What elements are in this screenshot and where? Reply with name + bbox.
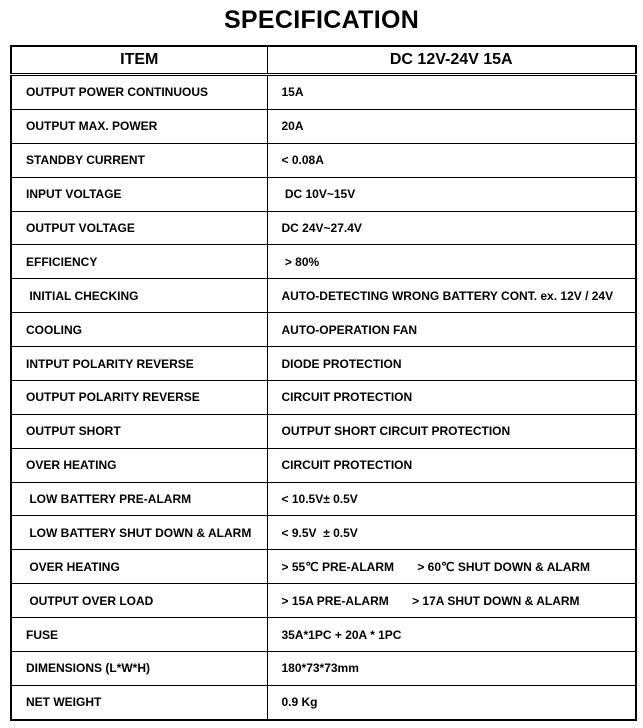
spec-item-value: 0.9 Kg xyxy=(267,685,636,720)
spec-item-label: EFFICIENCY xyxy=(11,245,267,279)
spec-item-label: LOW BATTERY PRE-ALARM xyxy=(11,482,267,516)
spec-item-value: CIRCUIT PROTECTION xyxy=(267,380,636,414)
spec-item-label: INTPUT POLARITY REVERSE xyxy=(11,347,267,381)
table-row xyxy=(11,448,636,482)
table-row xyxy=(11,380,636,414)
spec-item-label: OVER HEATING xyxy=(11,448,267,482)
table-row xyxy=(11,177,636,211)
spec-item-value: CIRCUIT PROTECTION xyxy=(267,448,636,482)
spec-item-label: OVER HEATING xyxy=(11,550,267,584)
spec-item-value: > 55℃ PRE-ALARM > 60℃ SHUT DOWN & ALARM xyxy=(267,550,636,584)
spec-item-value: 180*73*73mm xyxy=(267,651,636,685)
spec-item-label: OUTPUT POLARITY REVERSE xyxy=(11,380,267,414)
spec-item-label: STANDBY CURRENT xyxy=(11,143,267,177)
page-title: SPECIFICATION xyxy=(223,6,420,34)
specification-table xyxy=(10,45,637,721)
spec-item-value: AUTO-OPERATION FAN xyxy=(267,313,636,347)
spec-item-label: DIMENSIONS (L*W*H) xyxy=(11,651,267,685)
table-body xyxy=(11,75,636,721)
spec-item-label: FUSE xyxy=(11,618,267,652)
spec-item-value: 15A xyxy=(267,75,636,110)
spec-item-label: NET WEIGHT xyxy=(11,685,267,720)
spec-item-label: OUTPUT POWER CONTINUOUS xyxy=(11,75,267,110)
spec-item-value: > 15A PRE-ALARM > 17A SHUT DOWN & ALARM xyxy=(267,584,636,618)
header-item: ITEM xyxy=(11,46,267,75)
table-row xyxy=(11,685,636,720)
table-row xyxy=(11,482,636,516)
spec-item-value: DC 24V~27.4V xyxy=(267,211,636,245)
spec-item-value: DIODE PROTECTION xyxy=(267,347,636,381)
table-row xyxy=(11,279,636,313)
spec-item-label: LOW BATTERY SHUT DOWN & ALARM xyxy=(11,516,267,550)
spec-item-value: > 80% xyxy=(267,245,636,279)
spec-item-label: OUTPUT SHORT xyxy=(11,414,267,448)
table-row xyxy=(11,651,636,685)
table-header-row xyxy=(11,46,636,75)
spec-item-value: DC 10V~15V xyxy=(267,177,636,211)
table-row xyxy=(11,245,636,279)
table-row xyxy=(11,109,636,143)
spec-item-value: < 9.5V ± 0.5V xyxy=(267,516,636,550)
header-model: DC 12V-24V 15A xyxy=(267,46,636,75)
table-row xyxy=(11,618,636,652)
spec-item-value: 20A xyxy=(267,109,636,143)
table-row xyxy=(11,313,636,347)
spec-item-label: OUTPUT OVER LOAD xyxy=(11,584,267,618)
table-row xyxy=(11,75,636,110)
spec-item-label: OUTPUT MAX. POWER xyxy=(11,109,267,143)
table-row xyxy=(11,414,636,448)
spec-item-value: < 0.08A xyxy=(267,143,636,177)
table-row xyxy=(11,550,636,584)
spec-item-value: AUTO-DETECTING WRONG BATTERY CONT. ex. 12V / 24V xyxy=(267,279,636,313)
spec-item-label: OUTPUT VOLTAGE xyxy=(11,211,267,245)
table-row xyxy=(11,211,636,245)
spec-item-label: COOLING xyxy=(11,313,267,347)
table-row xyxy=(11,584,636,618)
spec-item-value: 35A*1PC + 20A * 1PC xyxy=(267,618,636,652)
table-row xyxy=(11,347,636,381)
table-row xyxy=(11,143,636,177)
spec-item-label: INPUT VOLTAGE xyxy=(11,177,267,211)
table-row xyxy=(11,516,636,550)
spec-item-label: INITIAL CHECKING xyxy=(11,279,267,313)
spec-item-value: OUTPUT SHORT CIRCUIT PROTECTION xyxy=(267,414,636,448)
spec-item-value: < 10.5V± 0.5V xyxy=(267,482,636,516)
